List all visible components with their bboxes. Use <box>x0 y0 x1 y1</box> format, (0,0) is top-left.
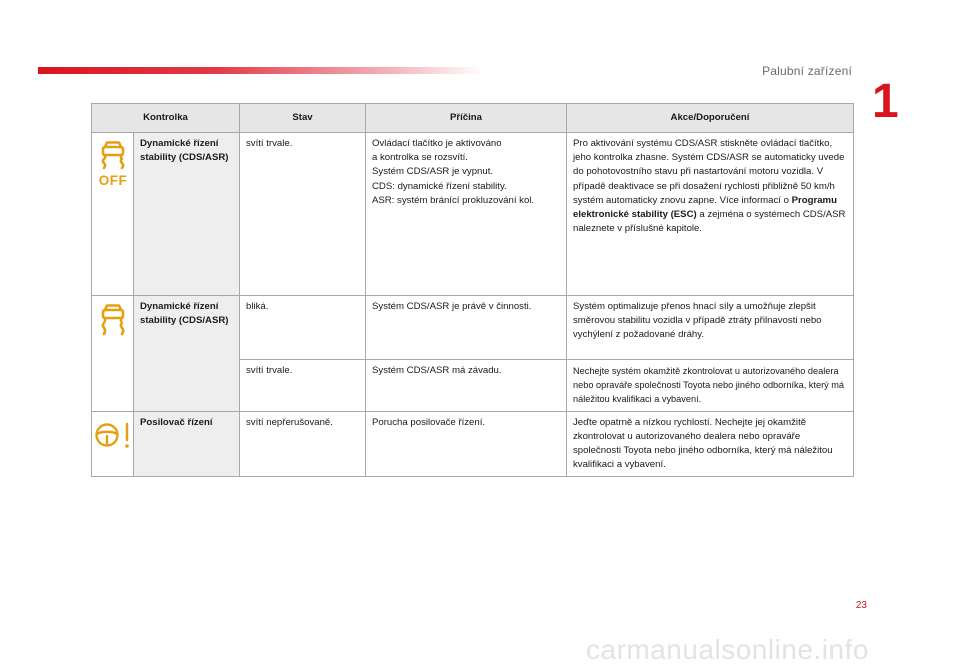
cause-cell: Systém CDS/ASR má závadu. <box>366 360 567 412</box>
cause-cell <box>366 133 567 296</box>
esc-reference: Programu elektronické stability (ESC) <box>573 194 837 221</box>
watermark: carmanualsonline.info <box>586 634 869 665</box>
chapter-number: 1 <box>872 75 899 128</box>
cause-line: a kontrolka se rozsvítí. <box>372 152 468 164</box>
power-steering-warning-icon <box>92 420 133 450</box>
icon-cell <box>92 133 134 296</box>
cause-cell: Systém CDS/ASR je právě v činnosti. <box>366 296 567 360</box>
action-cell: Nechejte systém okamžitě zkontrolovat u autorizovaného dealera nebo opraváře společnosti Toyota nebo jiného odborníka, který má náležitou kvalifikaci a vybavení. <box>567 360 854 412</box>
icon-cell <box>92 296 134 412</box>
warning-name: Dynamické řízení stability (CDS/ASR) <box>134 133 240 296</box>
state-cell: svítí trvale. <box>240 133 366 296</box>
warning-lights-table <box>91 103 854 477</box>
table-row <box>92 296 854 360</box>
cause-line: CDS: dynamické řízení stability. <box>372 180 507 192</box>
table-row <box>92 133 854 296</box>
section-title: Palubní zařízení <box>762 64 852 78</box>
state-cell: svítí nepřerušovaně. <box>240 411 366 477</box>
column-header-pricina: Příčina <box>366 104 567 133</box>
cause-cell: Porucha posilovače řízení. <box>366 411 567 477</box>
header-accent-bar <box>38 67 483 74</box>
action-text: Pro aktivování systému CDS/ASR stiskněte ovládací tlačítko, jeho kontrolka zhasne. Systém CDS/ASR se automaticky uvede do pohotovostního stavu při nastartování motoru vozidla. V případě deaktivace se při dosažení rychlosti přibližně 50 km/h systém automaticky znovu zapne. Více informací o <box>573 138 845 206</box>
table-header-row <box>92 104 854 133</box>
esc-off-warning-icon <box>92 141 133 187</box>
cause-line: Ovládací tlačítko je aktivováno <box>372 138 502 149</box>
table-row <box>92 411 854 477</box>
warning-name: Dynamické řízení stability (CDS/ASR) <box>134 296 240 412</box>
icon-cell <box>92 411 134 477</box>
esc-active-icon <box>92 304 133 338</box>
page-number: 23 <box>855 600 867 611</box>
action-cell: Jeďte opatrně a nízkou rychlostí. Nechejte jej okamžitě zkontrolovat u autorizovaného dealera nebo opraváře společnosti Toyota nebo jiného odborníka, který má náležitou kvalifikaci a vybavení. <box>567 411 854 477</box>
cause-line: Systém CDS/ASR je vypnut. <box>372 166 494 178</box>
column-header-akce: Akce/Doporučení <box>567 104 854 133</box>
action-text: a zejména o systémech CDS/ASR naleznete v příslušné kapitole. <box>573 209 846 235</box>
column-header-stav: Stav <box>240 104 366 133</box>
svg-text:OFF: OFF <box>98 173 127 187</box>
column-header-kontrolka: Kontrolka <box>92 104 240 133</box>
cause-line: ASR: systém bránící prokluzování kol. <box>372 194 535 206</box>
warning-name: Posilovač řízení <box>134 411 240 477</box>
action-cell: Systém optimalizuje přenos hnací síly a umožňuje zlepšit směrovou stabilitu vozidla v případě ztráty přilnavosti nebo vychýlení z požadované dráhy. <box>567 296 854 360</box>
state-cell: bliká. <box>240 296 366 360</box>
action-cell <box>567 133 854 296</box>
state-cell: svítí trvale. <box>240 360 366 412</box>
